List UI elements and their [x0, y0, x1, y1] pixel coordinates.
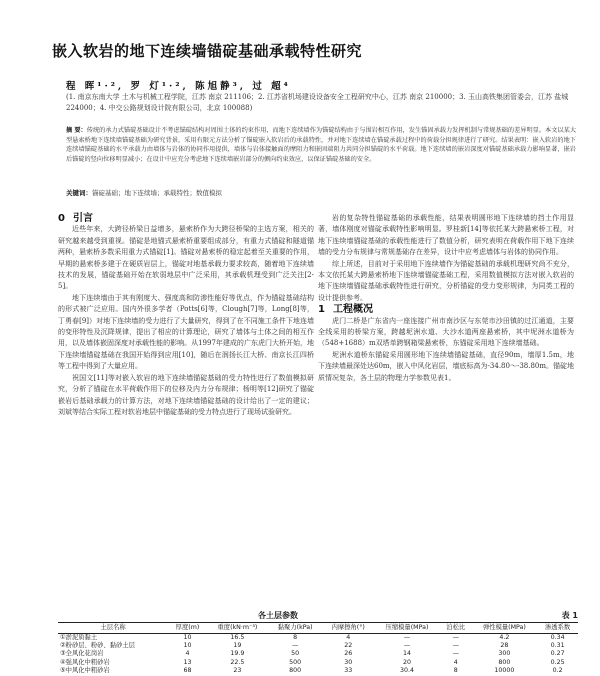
paper-title: 嵌入软岩的地下连续墙锚碇基础承载特性研究 — [52, 42, 363, 60]
author-list: 程 晖¹·², 罗 灯¹·², 陈旭静³, 过 超⁴ — [66, 81, 291, 92]
section-heading-project — [318, 304, 574, 315]
table-cell: 0.2 — [552, 667, 563, 675]
affiliations: (1. 南京东南大学 土木与机械工程学院，江苏 南京 211106；2. 江苏省机场建设设备安全工程研究中心，江苏 南京 210000；3. 玉山高铁集团管委会，江苏 盐城 224000；4. 中交公路规划设计院有限公司，北京 100088) — [66, 93, 569, 112]
left-column — [58, 213, 314, 418]
table-cell: — — [403, 642, 411, 649]
right-column — [318, 213, 574, 384]
column-header: 厚度(m) — [168, 623, 207, 634]
table-row — [58, 642, 578, 650]
table-cell: ⑤中风化中粗砂岩 — [60, 667, 110, 675]
paragraph: 虎门二桥是广东省内一座连接广州市南沙区与东莞市沙田镇的过江通道，主要全线采用的桥梁方案，跨越坭洲水道、大沙水道两座悬索桥，其中坭洲水道桥为（548+1688）m双塔单跨钢箱梁悬索桥，东锚碇采用地下连续墙基础。 — [318, 316, 574, 348]
table-cell: ④强风化中粗砂岩 — [60, 658, 110, 666]
column-header: 土层名称 — [58, 623, 168, 634]
table-cell: 10 — [183, 642, 192, 649]
table-row — [58, 650, 578, 658]
keywords — [66, 188, 576, 197]
table-body — [58, 633, 578, 676]
table-cell: 16.5 — [230, 633, 245, 641]
section-title: 引言 — [72, 213, 93, 224]
table-cell: 4 — [346, 633, 351, 641]
table-cell: 33 — [344, 667, 353, 675]
table-cell: — — [452, 633, 459, 641]
abstract-label: 摘 要： — [66, 127, 87, 134]
paragraph: 综上所述，目前对于采用地下连续墙作为锚碇基础的承载机理研究尚不充分，本文依托某大跨悬索桥地下连续墙锚碇基础工程，采用数值模拟方法对嵌入软岩的地下连续墙锚碇基础承载特性进行研究，分析锚碇的受力变形规律，为同类工程的设计提供参考。 — [318, 259, 574, 302]
table-cell: 19 — [233, 642, 242, 649]
table-cell: — — [291, 642, 299, 649]
table-cell: 0.31 — [550, 642, 565, 649]
table-cell: 23 — [233, 667, 242, 675]
table-title: 各土层参数 — [258, 611, 298, 620]
table-caption — [58, 610, 578, 622]
table-cell: ③全风化花岗岩 — [60, 650, 104, 658]
table-cell: ①淤泥质黏土 — [60, 633, 98, 641]
table-cell: 4 — [185, 650, 190, 658]
table-cell: — — [403, 633, 411, 641]
column-header: 压缩模量(MPa) — [374, 623, 440, 634]
column-header: 渗透系数 — [537, 623, 578, 634]
table-cell: 500 — [289, 658, 302, 666]
table-row — [58, 667, 578, 675]
table-cell: 30 — [344, 658, 353, 666]
section-number: 0 — [58, 213, 65, 224]
keywords-label: 关键词： — [66, 189, 92, 197]
table-header-row — [58, 623, 578, 634]
table-cell: 22.5 — [230, 658, 245, 666]
table-cell: 8 — [453, 667, 458, 675]
table-cell: 4 — [453, 658, 458, 666]
keywords-text: 锚碇基础；地下连续墙；承载特性；数值模拟 — [92, 189, 222, 197]
table-cell: 300 — [498, 650, 511, 658]
table-cell: 4.2 — [499, 633, 510, 641]
table-cell: 20 — [402, 658, 411, 666]
table-cell: 14 — [402, 650, 411, 658]
table-cell: 800 — [498, 658, 511, 666]
table-cell: 0.34 — [550, 633, 565, 641]
table-cell: 13 — [183, 658, 192, 666]
table-cell: — — [452, 642, 459, 649]
column-header: 内摩擦角(°) — [322, 623, 374, 634]
abstract — [66, 126, 576, 164]
column-header: 泊松比 — [440, 623, 472, 634]
table-cell: 68 — [183, 667, 192, 675]
column-header: 重度(kN·m⁻³) — [207, 623, 268, 634]
table-cell: 0.25 — [550, 658, 565, 666]
table-cell: 800 — [289, 667, 302, 675]
section-number: 1 — [318, 304, 325, 316]
table-cell: 19.9 — [230, 650, 245, 658]
paragraph: 岩的复杂特性锚碇基础的承载性能，结果表明圆形地下连续墙的挡土作用显著，墙体刚度对锚碇承载特性影响明显。罗桂新[14]等依托某大跨悬索桥工程，对地下连续墙锚碇基础的承载性能进行了数值分析，研究表明在荷载作用下地下连续墙的受力分布规律与常规基础存在差异，设计中应考虑墙体与岩体的协同作用。 — [318, 214, 574, 257]
table-cell: 26 — [344, 650, 353, 658]
paragraph: 祝国文[11]等对嵌入软岩的地下连续墙锚碇基础的受力特性进行了数值模拟研究，分析了锚碇在水平荷载作用下的位移及内力分布规律；杨明等[12]研究了锚碇嵌岩后基础承载力的计算方法，对地下连续墙锚碇基础的设计给出了一定的建议；刘斌等结合实际工程对软岩地层中锚碇基础的受力特点进行了现场试验研究。 — [58, 373, 314, 416]
section-heading-intro — [58, 213, 314, 224]
table-cell: 10 — [183, 633, 192, 641]
table-cell: 8 — [293, 633, 298, 641]
column-header: 黏聚力(kPa) — [268, 623, 322, 634]
table-cell: — — [452, 650, 459, 658]
paragraph: 近些年来，大跨径桥梁日益增多，悬索桥作为大跨径桥梁的主选方案，相关的研究越来越受到重视。锚碇是地锚式悬索桥重要组成部分，有重力式锚碇和隧道锚两种，悬索桥多数采用重力式锚碇[1]。锚碇对悬索桥的稳定起着至关重要的作用，早期的悬索桥多建于在硬质岩层上，锚碇对地基承载力要求较高，随着地下连续墙技术的发展，锚碇基础开始在软弱地层中广泛采用，其承载机理受到广泛关注[2-5]。 — [58, 225, 314, 291]
paragraph: 地下连续墙由于其有刚度大、强度高和防渗性能好等优点，作为锚碇基础结构的形式被广泛应用。国内外很多学者（Potts[6]等，Clough[7]等，Long[8]等，丁勇春[9]）对地下连续墙的受力进行了大量研究，得到了在不同施工条件下地连墙的变形特性及沉降规律，提出了相应的计算理论，研究了墙体与土体之间的相互作用，以及墙体嵌固深度对承载性能的影响。从1997年建成的广东虎门大桥开始，地下连续墙锚碇基础在我国开始得到应用[10]，随后在润扬长江大桥、南京长江四桥等工程中得到了大量应用。 — [58, 293, 314, 371]
soil-parameter-table — [58, 622, 578, 676]
table-row — [58, 659, 578, 667]
table-cell: 50 — [291, 650, 300, 658]
table-cell: 30.4 — [399, 667, 414, 675]
table-cell: 10000 — [494, 667, 515, 675]
column-header: 弹性模量(MPa) — [472, 623, 538, 634]
table-cell: 0.27 — [550, 650, 565, 658]
table-cell: 22 — [344, 642, 353, 649]
paragraph: 坭洲水道桥东锚碇采用圆形地下连续墙锚碇基础，直径90m，墙厚1.5m，地下连续墙最深处达60m，嵌入中风化岩层，墙底标高为-34.80～-38.80m。锚碇地质情况复杂，各土层的物理力学参数见表1。 — [318, 350, 574, 382]
table-row — [58, 633, 578, 642]
table-number: 表 1 — [561, 611, 578, 620]
table-cell: 28 — [500, 642, 509, 649]
abstract-text: 传统的承力式锚碇基础设计不考虑锚碇结构对周围土体的约束作用，而地下连续墙作为锚碇结构由于与围岩相互作用，发生锚固承载力发挥机制与常规基础的差异明显。本文以某大型悬索桥地下连续墙锚碇基础为研究背景，采用有限元方法分析了锚碇嵌入软岩后的承载特性，并对地下连续墙在锚碇承载过程中的荷载分担规律进行了研究。结果表明：嵌入软岩的地下连续墙锚碇基础的水平承载力由墙体与岩体的协同作用提供，墙体与岩体接触面的摩阻力和嵌固端阻力共同分担锚碇的水平荷载。地下连续墙的嵌岩深度对锚碇基础承载力影响显著，嵌岩后锚碇的竖向位移明显减小；在设计中应充分考虑地下连续墙嵌岩部分的侧向约束效应，以保证锚碇基础的安全。 — [66, 127, 577, 163]
table-cell: ②粉砂层、粉砂、黏砂土层 — [60, 642, 135, 649]
section-title: 工程概况 — [332, 304, 373, 316]
